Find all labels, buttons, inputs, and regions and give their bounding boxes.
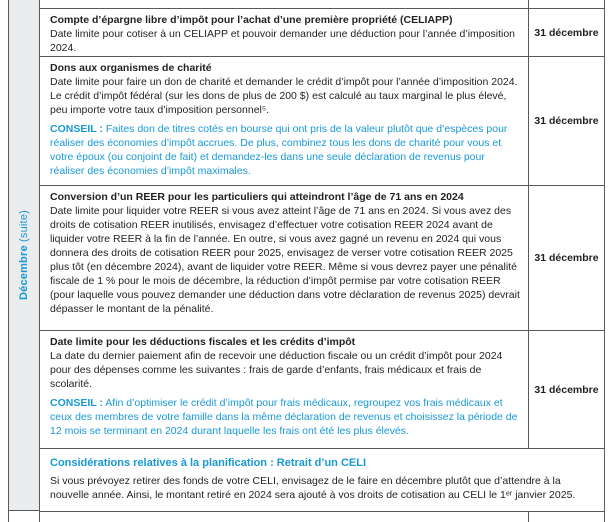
month-label-bold: Décembre (18, 245, 30, 300)
row-title: Dons aux organismes de charité (50, 62, 212, 74)
deadline-cell: 31 décembre (528, 57, 604, 185)
cropped-next-row (40, 512, 604, 522)
row-title: Compte d’épargne libre d’impôt pour l’achat d’une première propriété (CELIAPP) (50, 14, 453, 26)
row-title: Conversion d’un REER pour les particuliers qui atteindront l’âge de 71 ans en 2024 (50, 191, 464, 203)
month-sidebar-cell (8, 0, 40, 511)
conseil-text: Afin d’optimiser le crédit d’impôt pour frais médicaux, regroupez vos frais médicaux et ceux des membres de votre famille dans la même déclaration de revenus et choisissez la période de 12 mois se terminant en 2024 durant laquelle les frais ont été les plus élevés. (50, 397, 518, 437)
row-body: Date limite pour cotiser à un CELIAPP et pouvoir demander une déduction pour l’année d’imposition 2024. (50, 28, 515, 54)
row-conseil (50, 122, 520, 178)
row-content-cell (40, 331, 528, 448)
planning-consideration-body: Si vous prévoyez retirer des fonds de votre CELI, envisagez de le faire en décembre plutôt que d’attendre à la nouvelle année. Ainsi, le montant retiré en 2024 sera ajouté à vos droits de cotisation au CELI le 1ᵉʳ janvier 2025. (50, 475, 576, 501)
conseil-label: CONSEIL : (50, 123, 103, 135)
deadline-cell: 31 décembre (528, 331, 604, 448)
column-divider (528, 0, 529, 8)
row-content-cell (40, 57, 528, 185)
conseil-label: CONSEIL : (50, 397, 103, 409)
deadline-cell: 31 décembre (528, 9, 604, 56)
conseil-text: Faites don de titres cotés en bourse qui ont pris de la valeur plutôt que d’espèces pour réaliser des économies d’impôt accrues. De plus, combinez tous les dons de charité pour vous et votre époux (ou conjoint de fait) et demandez-les dans une seule déclaration de revenus pour réaliser des économies d’impôt maximales. (50, 123, 508, 177)
row-body: La date du dernier paiement afin de recevoir une déduction fiscale ou un crédit d’impôt pour 2024 pour des dépenses comme les suivantes : frais de garde d’enfants, frais médicaux et frais de scolarité. (50, 350, 503, 390)
row-content-cell (40, 9, 528, 56)
deadline-cell: 31 décembre (528, 186, 604, 330)
row-body: Date limite pour liquider votre REER si vous avez atteint l’âge de 71 ans en 2024. Si vous avez des droits de cotisation REER inutilisés, envisagez d’effectuer votre cotisation REER 2024 avant de liquider votre REER à la fin de l’année. En outre, si vous avez gagné un revenu en 2024 qui vous donnera des droits de cotisation REER pour 2025, envisagez de verser votre cotisation REER 2025 plus tôt (en décembre 2024), avant de liquider votre REER. Même si vous devrez payer une pénalité fiscale de 1 % pour le mois de décembre, la réduction d’impôt permise par votre cotisation REER (pour laquelle vous pouvez demander une déduction dans votre déclaration de revenus 2025) devrait dépasser le montant de la pénalité. (50, 205, 520, 315)
cropped-previous-row (40, 0, 604, 9)
month-label-suffix: (suite) (18, 209, 30, 246)
row-title: Date limite pour les déductions fiscales et les crédits d’impôt (50, 336, 356, 348)
month-label (18, 210, 30, 300)
table-row (40, 57, 604, 186)
planning-consideration-section (40, 449, 604, 512)
row-content-cell (40, 186, 528, 330)
calendar-table (40, 0, 605, 522)
table-row (40, 331, 604, 449)
table-row (40, 9, 604, 57)
table-left-border-stub (8, 511, 9, 522)
row-body: Date limite pour faire un don de charité et demander le crédit d’impôt pour l’année d’imposition 2024. Le crédit d’impôt fédéral (sur les dons de plus de 200 $) est calculé au taux marginal le plus élevé, peu importe votre taux d’imposition personnel⁵. (50, 76, 518, 116)
planning-consideration-title: Considérations relatives à la planification : Retrait d’un CELI (50, 457, 367, 469)
column-divider (528, 512, 529, 522)
table-row (40, 186, 604, 331)
sidebar-border-stub (39, 511, 40, 522)
row-conseil (50, 396, 520, 438)
